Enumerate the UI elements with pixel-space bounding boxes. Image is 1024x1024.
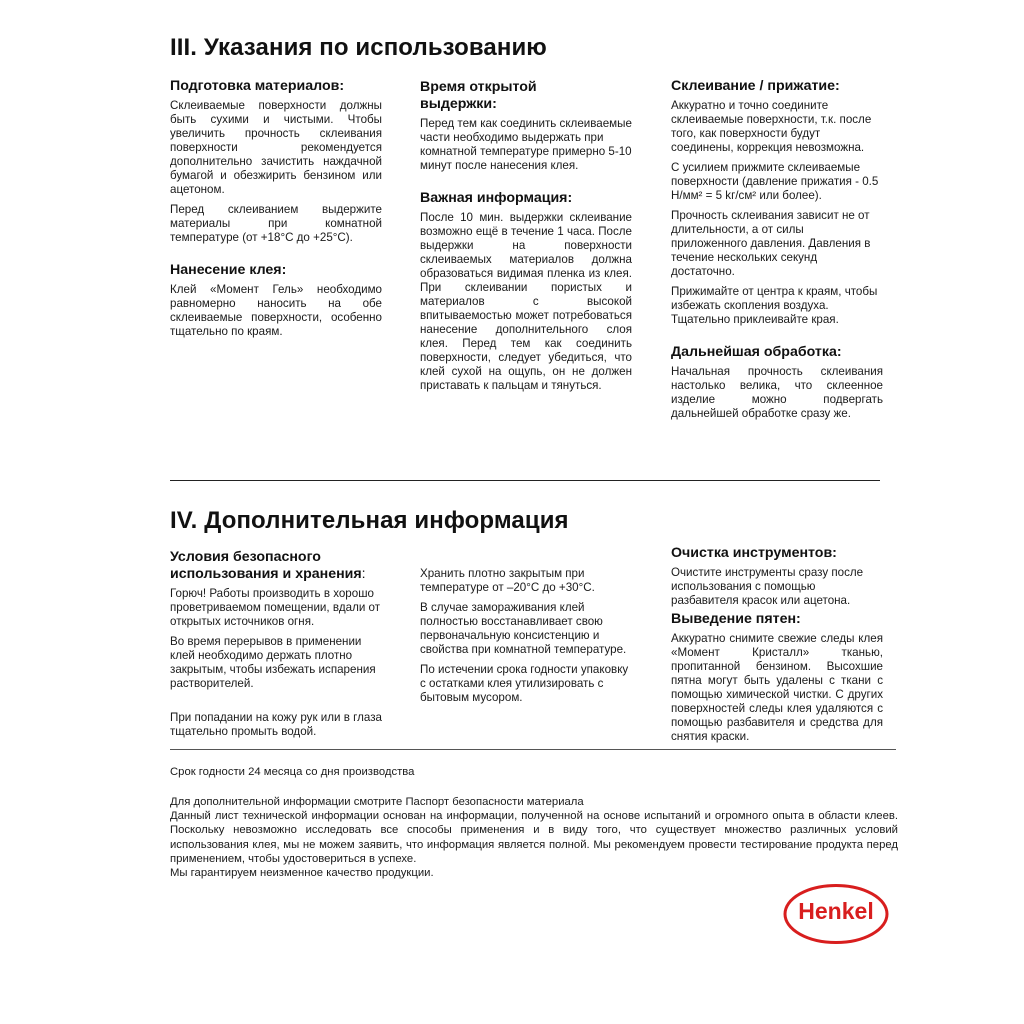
apply-heading: Нанесение клея: <box>170 262 287 278</box>
section-4-column-2 <box>420 567 632 705</box>
bond-paragraph-1: Аккуратно и точно соедините склеиваемые поверхности, т.к. после того, как поверхности будут соединены, коррекция невозможна. <box>671 99 872 154</box>
disclaimer-body: Данный лист технической информации основан на информации, полученной на основе испытаний и огромного опыта в области клеев. Поскольку невозможно исследовать все способы применения и в виду того, что существует множество различных условий использования клея, мы не можем заявить, что информация является полной. Мы рекомендуем провести тестирование продукта перед применением, чтобы удостовериться в успехе. <box>170 810 898 865</box>
safety-heading-colon: : <box>361 566 366 582</box>
section-4-column-1 <box>170 549 382 739</box>
cleaning-heading: Очистка инструментов: <box>671 545 837 561</box>
disclaimer <box>170 795 898 880</box>
henkel-logo-text: Henkel <box>798 898 874 924</box>
section-4-column-3 <box>671 545 883 744</box>
stain-removal-heading: Выведение пятен: <box>671 611 801 627</box>
open-time-heading: Время открытой выдержки: <box>420 79 537 112</box>
further-processing-paragraph: Начальная прочность склеивания настолько велика, что склеенное изделие можно подвергать дальнейшей обработке сразу же. <box>671 365 883 420</box>
shelf-life: Срок годности 24 месяца со дня производства <box>170 766 415 778</box>
section-4-title: IV. Дополнительная информация <box>170 507 569 534</box>
safety-heading-text: Условия безопасного использования и хранения <box>170 549 362 582</box>
bond-paragraph-2: С усилием прижмите склеиваемые поверхности (давление прижатия - 0.5 Н/мм² = 5 kг/см² или более). <box>671 161 879 202</box>
section-divider <box>170 480 880 481</box>
bond-heading: Склеивание / прижатие: <box>671 78 840 94</box>
important-heading: Важная информация: <box>420 190 573 206</box>
guarantee-line: Мы гарантируем неизменное качество продукции. <box>170 867 434 880</box>
prep-paragraph-2: Перед склеиванием выдержите материалы при комнатной температуре (от +18°С до +25°С). <box>170 203 382 244</box>
section-3-title: III. Указания по использованию <box>170 34 547 61</box>
safety-heading <box>170 549 385 583</box>
footer-divider <box>170 749 896 750</box>
cleaning-paragraph: Очистите инструменты сразу после использования с помощью разбавителя красок или ацетона. <box>671 566 864 607</box>
bond-paragraph-4: Прижимайте от центра к краям, чтобы избежать скопления воздуха. Тщательно приклеивайте края. <box>671 285 878 326</box>
important-paragraph: После 10 мин. выдержки склеивание возможно ещё в течение 1 часа. После выдержки на поверхности склеиваемых материалов должна образоваться видимая пленка из клея. При склеивании пористых и материалов с высокой впитываемостью может потребоваться нанесение дополнительного слоя клея. Перед тем как соединить поверхности, следует убедиться, что клей сухой на ощупь, он не должен приставать к пальцам и тянуться. <box>420 211 632 392</box>
section-3-column-1 <box>170 78 382 339</box>
bond-paragraph-3: Прочность склеивания зависит не от длительности, а от силы приложенного давления. Давления в течение нескольких секунд достаточно. <box>671 209 871 278</box>
henkel-logo <box>782 883 890 945</box>
disclaimer-line-1: Для дополнительной информации смотрите Паспорт безопасности материала <box>170 796 584 808</box>
prep-heading: Подготовка материалов: <box>170 78 345 94</box>
stain-removal-paragraph: Аккуратно снимите свежие следы клея «Момент Кристалл» тканью, пропитанной бензином. Высохшие пятна могут быть удалены с ткани с помощью химической чистки. С других поверхностей следы клея удаляются с помощью разбавителя и средства для снятия краски. <box>671 632 883 743</box>
apply-paragraph-1: Клей «Момент Гель» необходимо равномерно наносить на обе склеиваемые поверхности, особенно тщательно по краям. <box>170 283 382 338</box>
storage-paragraph-2: В случае замораживания клей полностью восстанавливает свою первоначальную консистенцию и свойства при комнатной температуре. <box>420 601 627 656</box>
safety-paragraph-2: Во время перерывов в применении клей необходимо держать плотно закрытым, чтобы избежать испарения растворителей. <box>170 635 376 690</box>
prep-paragraph-1: Склеиваемые поверхности должны быть сухими и чистыми. Чтобы увеличить прочность склеивания поверхности рекомендуется дополнительно зачистить наждачной бумагой и обезжирить бензином или ацетоном. <box>170 99 382 196</box>
section-3-column-2 <box>420 79 632 393</box>
safety-paragraph-3: При попадании на кожу рук или в глаза тщательно промыть водой. <box>170 711 382 738</box>
further-processing-heading: Дальнейшая обработка: <box>671 344 842 360</box>
open-time-paragraph: Перед тем как соединить склеиваемые части необходимо выдержать при комнатной температуре примерно 5-10 минут после нанесения клея. <box>420 117 632 172</box>
safety-paragraph-1: Горюч! Работы производить в хорошо проветриваемом помещении, вдали от открытых источников огня. <box>170 587 381 628</box>
storage-paragraph-1: Хранить плотно закрытым при температуре от –20°С до +30°С. <box>420 567 595 594</box>
storage-paragraph-3: По истечении срока годности упаковку с остатками клея утилизировать с бытовым мусором. <box>420 663 629 704</box>
section-3-column-3 <box>671 78 883 421</box>
